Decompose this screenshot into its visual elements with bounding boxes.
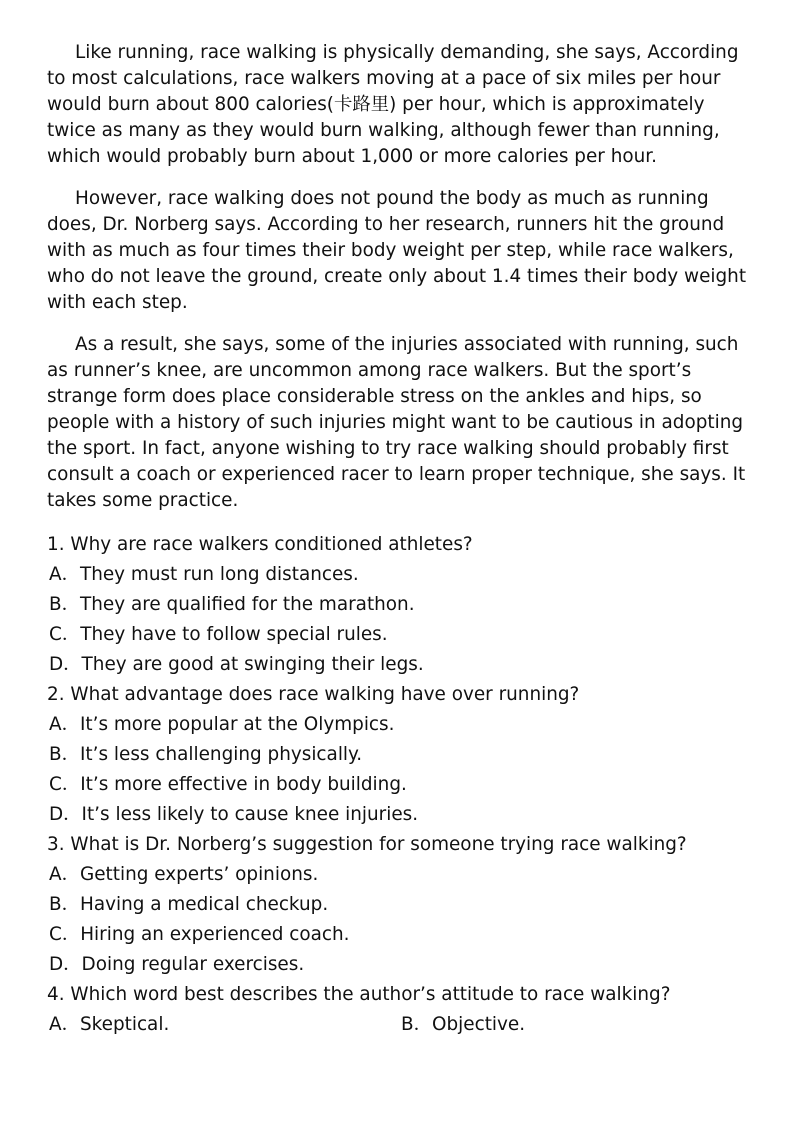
option-c: C．They have to follow special rules. — [49, 624, 388, 645]
question-stem: 2. What advantage does race walking have over running? — [47, 684, 580, 705]
question-stem: 1. Why are race walkers conditioned athletes? — [47, 534, 473, 555]
option-list — [47, 560, 757, 680]
option-list — [47, 1010, 757, 1040]
document-page — [47, 40, 757, 1040]
question-1 — [47, 530, 757, 680]
question-4 — [47, 980, 757, 1040]
question-2 — [47, 680, 757, 830]
question-stem: 3. What is Dr. Norberg’s suggestion for someone trying race walking? — [47, 834, 687, 855]
option-a: A．They must run long distances. — [49, 564, 359, 585]
option-b: B．Having a medical checkup. — [49, 894, 329, 915]
option-d: D．It’s less likely to cause knee injuries. — [49, 804, 419, 825]
option-list — [47, 860, 757, 980]
question-stem: 4. Which word best describes the author’s attitude to race walking? — [47, 984, 671, 1005]
option-b: B．Objective. — [401, 1014, 526, 1035]
option-a: A．Getting experts’ opinions. — [49, 864, 319, 885]
passage-paragraph-2: However, race walking does not pound the body as much as running does, Dr. Norberg says. According to her research, runners hit the ground with as much as four times their body weight per step, while race walkers, who do not leave the ground, create only about 1.4 times their body weight with each step. — [47, 188, 747, 313]
option-b: B．They are qualified for the marathon. — [49, 594, 415, 615]
option-c: C．Hiring an experienced coach. — [49, 924, 350, 945]
option-list — [47, 710, 757, 830]
option-b: B．It’s less challenging physically. — [49, 744, 363, 765]
passage-paragraph-1: Like running, race walking is physically demanding, she says, According to most calculations, race walkers moving at a pace of six miles per hour would burn about 800 calories(卡路里) per hour, which is approximately twice as many as they would burn walking, although fewer than running, which would probably burn about 1,000 or more calories per hour. — [47, 42, 739, 167]
option-d: D．They are good at swinging their legs. — [49, 654, 424, 675]
question-3 — [47, 830, 757, 980]
passage-paragraph-3: As a result, she says, some of the injuries associated with running, such as runner’s knee, are uncommon among race walkers. But the sport’s strange form does place considerable stress on the ankles and hips, so people with a history of such injuries might want to be cautious in adopting the sport. In fact, anyone wishing to try race walking should probably first consult a coach or experienced racer to learn proper technique, she says. It takes some practice. — [47, 334, 746, 511]
option-a: A．It’s more popular at the Olympics. — [49, 714, 395, 735]
option-d: D．Doing regular exercises. — [49, 954, 305, 975]
option-a: A．Skeptical. — [49, 1014, 170, 1035]
option-c: C．It’s more effective in body building. — [49, 774, 407, 795]
